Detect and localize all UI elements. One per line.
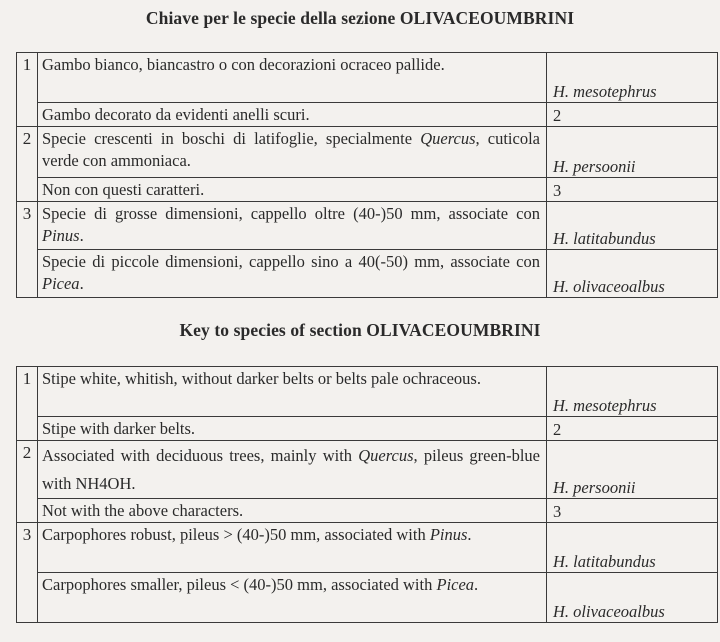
lead-text: Specie di grosse dimensioni, cappello oltre (40-)50 mm, associate con Pinus. — [38, 202, 547, 250]
table-row — [17, 202, 718, 250]
lead-text: Carpophores smaller, pileus < (40-)50 mm, associated with Picea. — [38, 573, 547, 623]
table-row — [17, 178, 718, 202]
couplet-number: 1 — [17, 53, 38, 127]
lead-result: H. latitabundus — [547, 202, 718, 250]
table-row — [17, 441, 718, 499]
couplet-number: 1 — [17, 367, 38, 441]
genus-name: Pinus — [42, 226, 80, 245]
lead-text: Gambo bianco, biancastro o con decorazioni ocraceo pallide. — [38, 53, 547, 103]
lead-result: H. mesotephrus — [547, 53, 718, 103]
couplet-number: 3 — [17, 202, 38, 298]
lead-result: 2 — [547, 103, 718, 127]
lead-text: Not with the above characters. — [38, 499, 547, 523]
genus-name: Quercus — [358, 446, 414, 465]
lead-result: 3 — [547, 499, 718, 523]
lead-result: 2 — [547, 417, 718, 441]
lead-result: H. olivaceoalbus — [547, 573, 718, 623]
table-row — [17, 499, 718, 523]
italian-key-table — [16, 52, 718, 298]
lead-text: Carpophores robust, pileus > (40-)50 mm, associated with Pinus. — [38, 523, 547, 573]
english-key-table — [16, 366, 718, 623]
lead-result: H. mesotephrus — [547, 367, 718, 417]
lead-result: H. persoonii — [547, 441, 718, 499]
genus-name: Picea — [42, 274, 80, 293]
lead-text: Non con questi caratteri. — [38, 178, 547, 202]
lead-result: H. latitabundus — [547, 523, 718, 573]
table-row — [17, 523, 718, 573]
lead-result: 3 — [547, 178, 718, 202]
lead-result: H. olivaceoalbus — [547, 250, 718, 298]
lead-result: H. persoonii — [547, 127, 718, 178]
table-row — [17, 573, 718, 623]
genus-name: Quercus — [420, 129, 476, 148]
lead-text: Stipe white, whitish, without darker belts or belts pale ochraceous. — [38, 367, 547, 417]
couplet-number: 3 — [17, 523, 38, 623]
couplet-number: 2 — [17, 441, 38, 523]
lead-text: Specie crescenti in boschi di latifoglie, specialmente Quercus, cuticola verde con ammoniaca. — [38, 127, 547, 178]
lead-text: Associated with deciduous trees, mainly with Quercus, pileus green-blue with NH4OH. — [38, 441, 547, 499]
table-row — [17, 417, 718, 441]
lead-text: Stipe with darker belts. — [38, 417, 547, 441]
lead-text: Specie di piccole dimensioni, cappello sino a 40(-50) mm, associate con Picea. — [38, 250, 547, 298]
italian-key-title: Chiave per le specie della sezione OLIVACEOUMBRINI — [145, 8, 575, 28]
table-row — [17, 367, 718, 417]
english-key-title: Key to species of section OLIVACEOUMBRINI — [179, 320, 541, 340]
lead-text: Gambo decorato da evidenti anelli scuri. — [38, 103, 547, 127]
table-row — [17, 127, 718, 178]
genus-name: Pinus — [429, 525, 468, 544]
table-row — [17, 250, 718, 298]
couplet-number: 2 — [17, 127, 38, 202]
genus-name: Picea — [436, 575, 475, 594]
table-row — [17, 53, 718, 103]
table-row — [17, 103, 718, 127]
